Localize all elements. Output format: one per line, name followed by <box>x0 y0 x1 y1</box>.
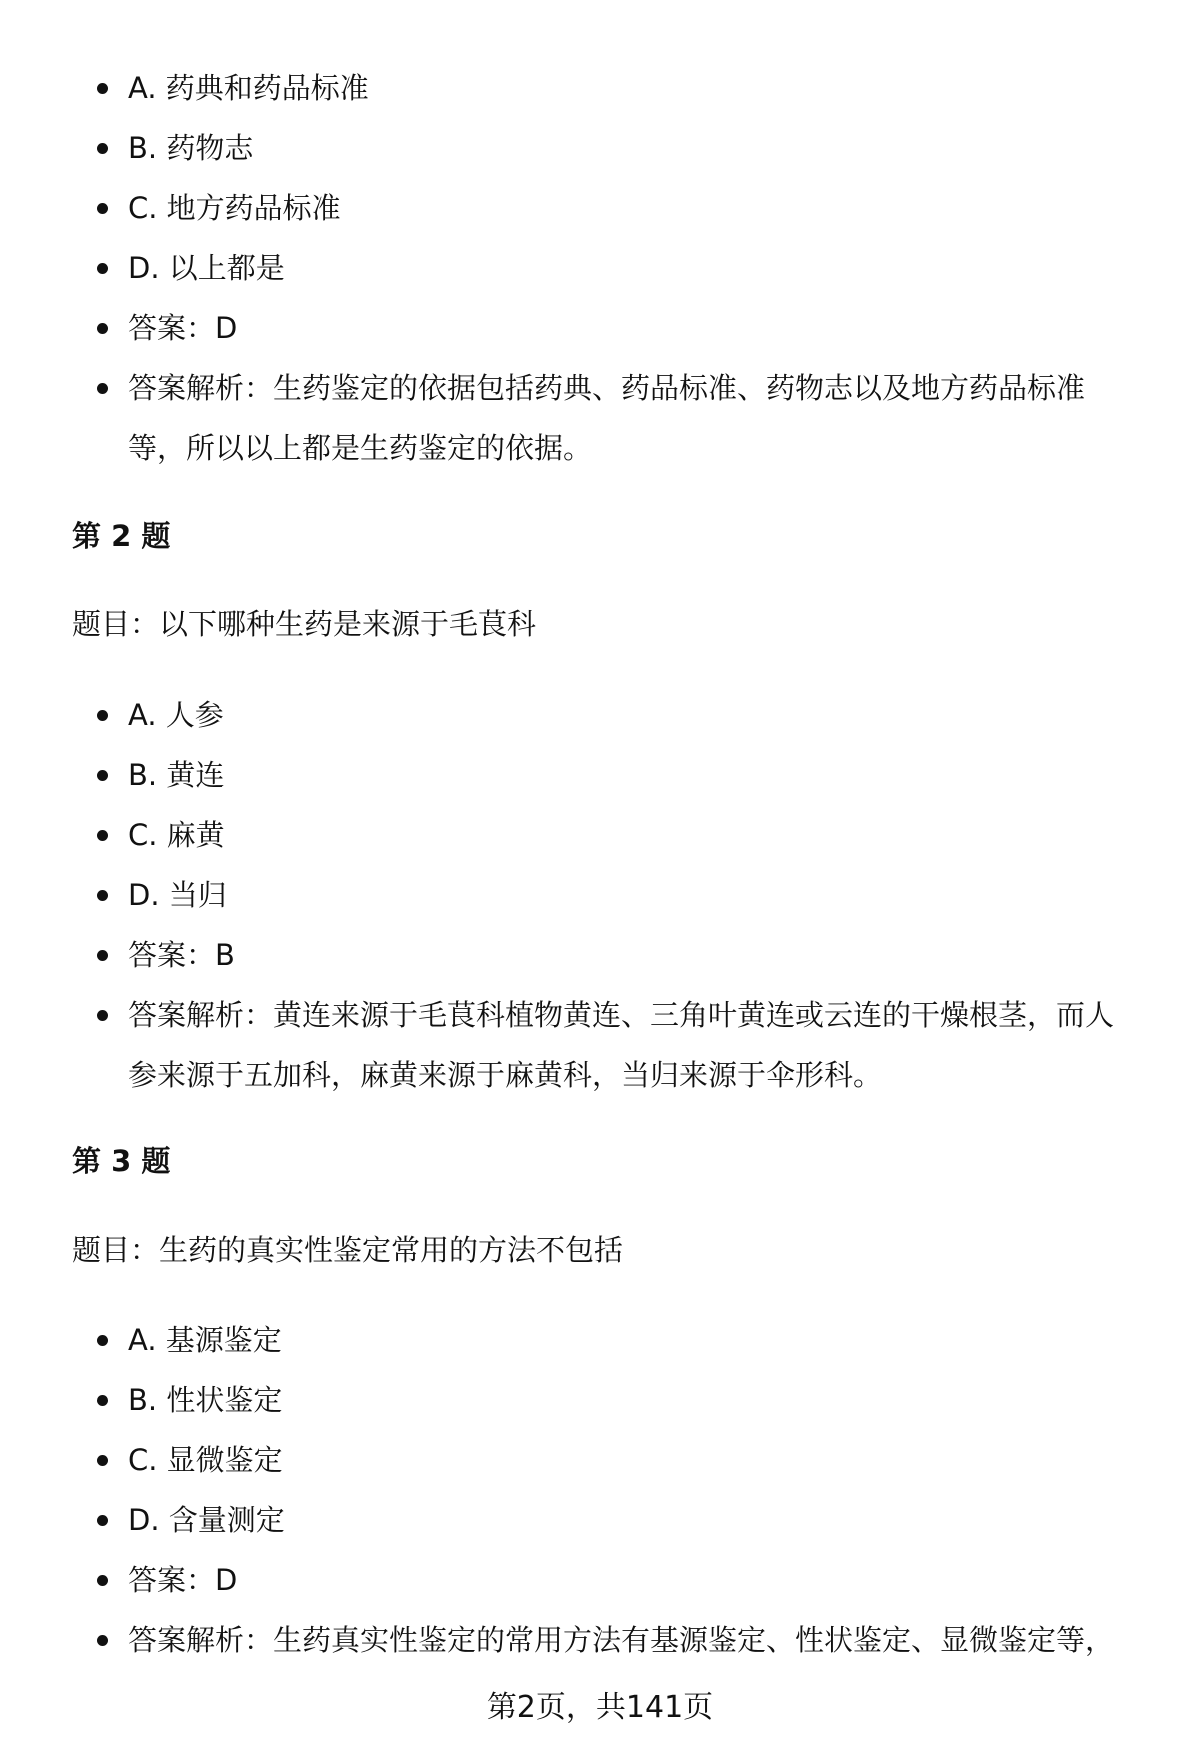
option-text: A. 药典和药品标准 <box>128 71 369 105</box>
bullet-icon <box>97 1010 108 1021</box>
option-text: D. 含量测定 <box>128 1503 285 1537</box>
option-b <box>0 745 1200 805</box>
bullet-icon <box>97 1575 108 1586</box>
option-d <box>0 865 1200 925</box>
option-text: C. 地方药品标准 <box>128 191 341 225</box>
option-text: B. 药物志 <box>128 131 254 165</box>
bullet-icon <box>97 1395 108 1406</box>
bullet-icon <box>97 830 108 841</box>
bullet-icon <box>97 1515 108 1526</box>
bullet-icon <box>97 83 108 94</box>
answer-explanation <box>0 985 1200 1105</box>
question-1-list <box>0 58 1200 478</box>
bullet-icon <box>97 1635 108 1646</box>
option-text: B. 性状鉴定 <box>128 1383 283 1417</box>
option-c <box>0 178 1200 238</box>
answer-text: 答案：B <box>128 938 235 972</box>
option-text: B. 黄连 <box>128 758 225 792</box>
bullet-icon <box>97 383 108 394</box>
answer-text: 答案：D <box>128 1563 238 1597</box>
option-text: D. 当归 <box>128 878 227 912</box>
bullet-icon <box>97 890 108 901</box>
question-3-stem: 题目：生药的真实性鉴定常用的方法不包括 <box>72 1233 624 1267</box>
bullet-icon <box>97 1455 108 1466</box>
answer-explanation <box>0 1610 1200 1670</box>
question-3-list <box>0 1310 1200 1670</box>
question-1-block <box>0 58 1200 478</box>
question-3-block <box>0 1310 1200 1670</box>
answer-explanation <box>0 358 1200 478</box>
question-2-list <box>0 685 1200 1105</box>
option-text: D. 以上都是 <box>128 251 285 285</box>
question-2-block <box>0 685 1200 1105</box>
option-text: C. 显微鉴定 <box>128 1443 283 1477</box>
explanation-text: 答案解析：生药鉴定的依据包括药典、药品标准、药物志以及地方药品标准等，所以以上都是生药鉴定的依据。 <box>128 371 1086 465</box>
option-c <box>0 805 1200 865</box>
page-number-footer: 第2页，共141页 <box>486 1690 714 1725</box>
option-a <box>0 1310 1200 1370</box>
bullet-icon <box>97 710 108 721</box>
bullet-icon <box>97 323 108 334</box>
option-text: A. 人参 <box>128 698 224 732</box>
option-d <box>0 238 1200 298</box>
bullet-icon <box>97 950 108 961</box>
answer <box>0 925 1200 985</box>
option-a <box>0 685 1200 745</box>
option-a <box>0 58 1200 118</box>
option-text: C. 麻黄 <box>128 818 225 852</box>
question-2-heading: 第 2 题 <box>72 519 171 553</box>
answer <box>0 298 1200 358</box>
answer-text: 答案：D <box>128 311 238 345</box>
bullet-icon <box>97 770 108 781</box>
question-3-heading: 第 3 题 <box>72 1144 171 1178</box>
bullet-icon <box>97 203 108 214</box>
bullet-icon <box>97 143 108 154</box>
option-b <box>0 1370 1200 1430</box>
explanation-text: 答案解析：生药真实性鉴定的常用方法有基源鉴定、性状鉴定、显微鉴定等， <box>128 1623 1115 1657</box>
explanation-text: 答案解析：黄连来源于毛茛科植物黄连、三角叶黄连或云连的干燥根茎，而人参来源于五加科，麻黄来源于麻黄科，当归来源于伞形科。 <box>128 998 1115 1092</box>
answer <box>0 1550 1200 1610</box>
bullet-icon <box>97 263 108 274</box>
option-c <box>0 1430 1200 1490</box>
option-d <box>0 1490 1200 1550</box>
option-text: A. 基源鉴定 <box>128 1323 282 1357</box>
bullet-icon <box>97 1335 108 1346</box>
question-2-stem: 题目：以下哪种生药是来源于毛茛科 <box>72 607 537 641</box>
option-b <box>0 118 1200 178</box>
